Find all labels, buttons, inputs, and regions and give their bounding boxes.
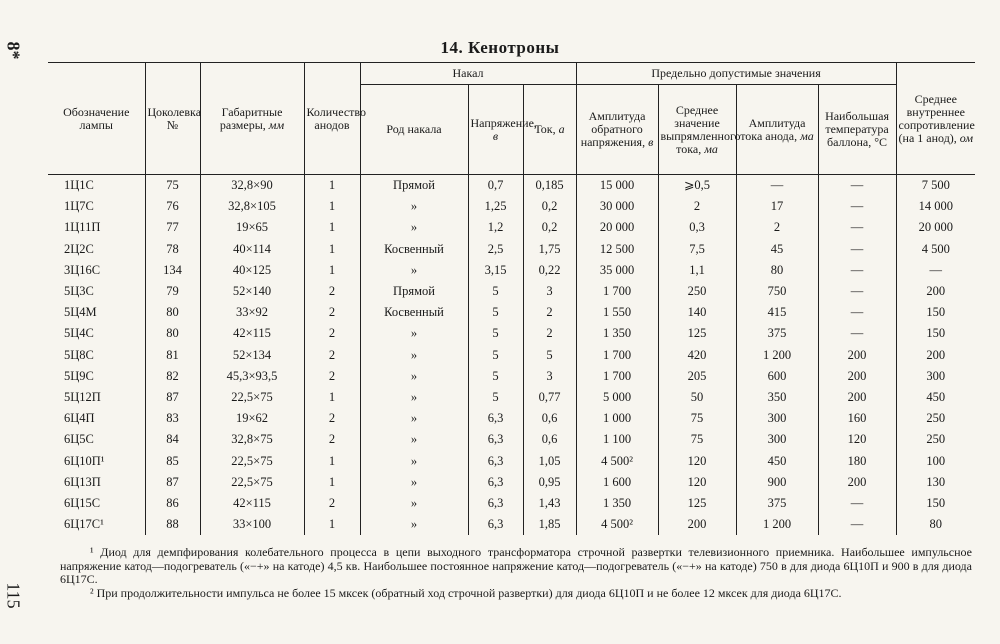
header-heater-voltage: Напряжение, в: [468, 85, 523, 175]
cell-ia: 1,1: [658, 260, 736, 281]
cell-anodes: 2: [304, 366, 360, 387]
cell-i: 0,22: [523, 260, 576, 281]
cell-t: —: [818, 281, 896, 302]
cell-vr: 1 600: [576, 472, 658, 493]
cell-i: 5: [523, 345, 576, 366]
cell-r: 150: [896, 493, 975, 514]
cell-kind: »: [360, 387, 468, 408]
cell-i: 0,6: [523, 429, 576, 450]
cell-v: 6,3: [468, 493, 523, 514]
cell-name: 6Ц10П¹: [48, 450, 145, 471]
cell-name: 6Ц13П: [48, 472, 145, 493]
header-reverse-voltage: Амплитуда обратного напряжения, в: [576, 85, 658, 175]
cell-kind: »: [360, 450, 468, 471]
cell-anodes: 1: [304, 472, 360, 493]
cell-base: 75: [145, 175, 200, 197]
header-limits-group: Предельно допустимые значения: [576, 63, 896, 85]
cell-t: —: [818, 217, 896, 238]
cell-vr: 1 100: [576, 429, 658, 450]
cell-v: 5: [468, 345, 523, 366]
cell-v: 3,15: [468, 260, 523, 281]
cell-v: 5: [468, 302, 523, 323]
cell-dim: 22,5×75: [200, 450, 304, 471]
cell-ia: 75: [658, 408, 736, 429]
cell-base: 80: [145, 302, 200, 323]
cell-iamp: 1 200: [736, 514, 818, 535]
cell-v: 6,3: [468, 408, 523, 429]
cell-dim: 52×140: [200, 281, 304, 302]
cell-r: 300: [896, 366, 975, 387]
cell-name: 2Ц2С: [48, 239, 145, 260]
cell-dim: 32,8×75: [200, 429, 304, 450]
cell-dim: 42×115: [200, 323, 304, 344]
cell-ia: 7,5: [658, 239, 736, 260]
cell-anodes: 2: [304, 345, 360, 366]
cell-name: 5Ц3С: [48, 281, 145, 302]
table-row: [48, 217, 975, 238]
cell-dim: 40×125: [200, 260, 304, 281]
cell-ia: 200: [658, 514, 736, 535]
cell-name: 5Ц12П: [48, 387, 145, 408]
cell-v: 1,2: [468, 217, 523, 238]
table-row: [48, 387, 975, 408]
cell-ia: 140: [658, 302, 736, 323]
cell-base: 134: [145, 260, 200, 281]
cell-anodes: 2: [304, 323, 360, 344]
cell-anodes: 2: [304, 302, 360, 323]
cell-ia: 250: [658, 281, 736, 302]
cell-t: —: [818, 260, 896, 281]
cell-kind: »: [360, 493, 468, 514]
cell-t: 200: [818, 345, 896, 366]
cell-v: 5: [468, 387, 523, 408]
cell-ia: 420: [658, 345, 736, 366]
cell-r: 450: [896, 387, 975, 408]
cell-vr: 12 500: [576, 239, 658, 260]
cell-v: 2,5: [468, 239, 523, 260]
cell-anodes: 1: [304, 239, 360, 260]
cell-iamp: 375: [736, 323, 818, 344]
cell-v: 6,3: [468, 472, 523, 493]
cell-ia: 75: [658, 429, 736, 450]
cell-name: 6Ц5С: [48, 429, 145, 450]
cell-i: 2: [523, 323, 576, 344]
table-row: [48, 281, 975, 302]
cell-i: 0,2: [523, 217, 576, 238]
header-avg-current: Среднее значение выпрямленного тока, ма: [658, 85, 736, 175]
cell-t: —: [818, 493, 896, 514]
cell-vr: 4 500²: [576, 450, 658, 471]
cell-name: 6Ц4П: [48, 408, 145, 429]
cell-v: 5: [468, 281, 523, 302]
header-base: Цоколевка №: [145, 63, 200, 175]
header-anode-current-amp: Амплитуда тока анода, ма: [736, 85, 818, 175]
cell-t: —: [818, 196, 896, 217]
table-row: [48, 175, 975, 197]
cell-t: 200: [818, 472, 896, 493]
cell-kind: »: [360, 366, 468, 387]
cell-i: 1,75: [523, 239, 576, 260]
table-row: [48, 366, 975, 387]
cell-ia: 205: [658, 366, 736, 387]
cell-vr: 4 500²: [576, 514, 658, 535]
cell-r: 130: [896, 472, 975, 493]
cell-dim: 22,5×75: [200, 472, 304, 493]
cell-kind: »: [360, 429, 468, 450]
cell-dim: 19×62: [200, 408, 304, 429]
cell-r: 4 500: [896, 239, 975, 260]
footnote-2: ² При продолжительности импульса не более 15 мксек (обратный ход строчной развертки) для диода 6Ц10П и не более 12 мксек для диода 6Ц17С.: [90, 585, 842, 600]
page-mark: 8*: [3, 41, 24, 60]
cell-r: —: [896, 260, 975, 281]
table-row: [48, 514, 975, 535]
cell-ia: ⩾0,5: [658, 175, 736, 197]
cell-i: 3: [523, 366, 576, 387]
cell-dim: 45,3×93,5: [200, 366, 304, 387]
cell-v: 6,3: [468, 429, 523, 450]
cell-dim: 42×115: [200, 493, 304, 514]
cell-kind: Косвенный: [360, 239, 468, 260]
cell-r: 14 000: [896, 196, 975, 217]
table-row: [48, 429, 975, 450]
cell-iamp: 415: [736, 302, 818, 323]
cell-anodes: 2: [304, 429, 360, 450]
cell-dim: 33×100: [200, 514, 304, 535]
cell-base: 79: [145, 281, 200, 302]
cell-base: 83: [145, 408, 200, 429]
cell-kind: »: [360, 196, 468, 217]
cell-r: 150: [896, 323, 975, 344]
cell-r: 100: [896, 450, 975, 471]
cell-ia: 0,3: [658, 217, 736, 238]
cell-base: 77: [145, 217, 200, 238]
cell-t: —: [818, 302, 896, 323]
cell-i: 1,43: [523, 493, 576, 514]
cell-iamp: 300: [736, 408, 818, 429]
cell-iamp: 2: [736, 217, 818, 238]
cell-t: —: [818, 323, 896, 344]
cell-name: 5Ц4М: [48, 302, 145, 323]
cell-v: 6,3: [468, 450, 523, 471]
cell-anodes: 2: [304, 408, 360, 429]
section-title: 14. Кенотроны: [440, 38, 560, 57]
cell-vr: 5 000: [576, 387, 658, 408]
cell-t: —: [818, 514, 896, 535]
cell-base: 86: [145, 493, 200, 514]
cell-base: 84: [145, 429, 200, 450]
cell-v: 5: [468, 323, 523, 344]
cell-anodes: 1: [304, 217, 360, 238]
cell-dim: 33×92: [200, 302, 304, 323]
cell-r: 150: [896, 302, 975, 323]
kenotron-table: [48, 62, 975, 530]
cell-base: 80: [145, 323, 200, 344]
footnotes: [60, 546, 972, 600]
cell-v: 5: [468, 366, 523, 387]
cell-vr: 20 000: [576, 217, 658, 238]
cell-name: 3Ц16С: [48, 260, 145, 281]
cell-kind: Косвенный: [360, 302, 468, 323]
cell-anodes: 1: [304, 514, 360, 535]
cell-kind: Прямой: [360, 175, 468, 197]
cell-vr: 15 000: [576, 175, 658, 197]
table-row: [48, 450, 975, 471]
cell-vr: 30 000: [576, 196, 658, 217]
table-row: [48, 302, 975, 323]
cell-anodes: 1: [304, 260, 360, 281]
cell-ia: 2: [658, 196, 736, 217]
cell-vr: 1 000: [576, 408, 658, 429]
cell-vr: 1 350: [576, 493, 658, 514]
table-row: [48, 345, 975, 366]
cell-t: 160: [818, 408, 896, 429]
cell-base: 87: [145, 387, 200, 408]
cell-kind: Прямой: [360, 281, 468, 302]
cell-dim: 32,8×90: [200, 175, 304, 197]
cell-r: 20 000: [896, 217, 975, 238]
page-number: 115: [3, 582, 24, 609]
cell-i: 1,05: [523, 450, 576, 471]
cell-kind: »: [360, 408, 468, 429]
table-row: [48, 196, 975, 217]
cell-t: 200: [818, 387, 896, 408]
cell-kind: »: [360, 514, 468, 535]
cell-iamp: 375: [736, 493, 818, 514]
cell-dim: 40×114: [200, 239, 304, 260]
cell-name: 6Ц15С: [48, 493, 145, 514]
cell-r: 200: [896, 281, 975, 302]
cell-dim: 52×134: [200, 345, 304, 366]
cell-r: 250: [896, 429, 975, 450]
cell-vr: 1 550: [576, 302, 658, 323]
cell-v: 0,7: [468, 175, 523, 197]
cell-t: —: [818, 239, 896, 260]
cell-name: 5Ц9С: [48, 366, 145, 387]
header-heater-group: Накал: [360, 63, 576, 85]
cell-name: 1Ц11П: [48, 217, 145, 238]
cell-vr: 35 000: [576, 260, 658, 281]
cell-name: 5Ц8С: [48, 345, 145, 366]
cell-vr: 1 350: [576, 323, 658, 344]
header-max-temp: Наибольшая температура баллона, °С: [818, 85, 896, 175]
cell-dim: 32,8×105: [200, 196, 304, 217]
cell-ia: 50: [658, 387, 736, 408]
cell-vr: 1 700: [576, 345, 658, 366]
cell-i: 0,185: [523, 175, 576, 197]
cell-i: 3: [523, 281, 576, 302]
cell-base: 78: [145, 239, 200, 260]
table-row: [48, 239, 975, 260]
cell-i: 0,6: [523, 408, 576, 429]
cell-kind: »: [360, 323, 468, 344]
table-row: [48, 493, 975, 514]
cell-v: 1,25: [468, 196, 523, 217]
cell-t: —: [818, 175, 896, 197]
cell-base: 82: [145, 366, 200, 387]
cell-iamp: 900: [736, 472, 818, 493]
cell-anodes: 2: [304, 493, 360, 514]
cell-name: 6Ц17С¹: [48, 514, 145, 535]
cell-iamp: 45: [736, 239, 818, 260]
cell-ia: 120: [658, 450, 736, 471]
footnote-1: ¹ Диод для демпфирования колебательного процесса в цепи выходного трансформатора строчной развертки телевизионного приемника. Наибольшее импульсное напряжение катод—подогреватель («−+» на катоде) 4,5 кв. Наибольшее постоянное напряжение катод—подогреватель («−+» на катоде) 750 в для диода 6Ц10П и 900 в для диода 6Ц17С.: [60, 545, 972, 586]
cell-i: 1,85: [523, 514, 576, 535]
cell-dim: 19×65: [200, 217, 304, 238]
cell-anodes: 1: [304, 387, 360, 408]
cell-base: 76: [145, 196, 200, 217]
cell-iamp: 600: [736, 366, 818, 387]
cell-i: 2: [523, 302, 576, 323]
cell-base: 85: [145, 450, 200, 471]
table-row: [48, 260, 975, 281]
cell-kind: »: [360, 345, 468, 366]
cell-kind: »: [360, 472, 468, 493]
cell-i: 0,95: [523, 472, 576, 493]
cell-r: 80: [896, 514, 975, 535]
cell-name: 5Ц4С: [48, 323, 145, 344]
cell-t: 180: [818, 450, 896, 471]
cell-i: 0,77: [523, 387, 576, 408]
cell-name: 1Ц7С: [48, 196, 145, 217]
cell-vr: 1 700: [576, 366, 658, 387]
cell-iamp: 1 200: [736, 345, 818, 366]
header-dimensions: Габаритные размеры, мм: [200, 63, 304, 175]
cell-anodes: 2: [304, 281, 360, 302]
cell-ia: 120: [658, 472, 736, 493]
cell-base: 81: [145, 345, 200, 366]
cell-iamp: 80: [736, 260, 818, 281]
cell-kind: »: [360, 217, 468, 238]
cell-dim: 22,5×75: [200, 387, 304, 408]
header-heater-current: Ток, а: [523, 85, 576, 175]
cell-anodes: 1: [304, 450, 360, 471]
table-row: [48, 408, 975, 429]
cell-name: 1Ц1С: [48, 175, 145, 197]
table-row: [48, 323, 975, 344]
cell-iamp: —: [736, 175, 818, 197]
header-heater-kind: Род накала: [360, 85, 468, 175]
cell-anodes: 1: [304, 175, 360, 197]
header-designation: Обозначение лампы: [48, 63, 145, 175]
cell-kind: »: [360, 260, 468, 281]
cell-r: 7 500: [896, 175, 975, 197]
cell-iamp: 450: [736, 450, 818, 471]
cell-base: 87: [145, 472, 200, 493]
header-anode-count: Количество анодов: [304, 63, 360, 175]
cell-iamp: 350: [736, 387, 818, 408]
table-row: [48, 472, 975, 493]
cell-t: 120: [818, 429, 896, 450]
header-internal-resistance: Среднее внутреннее сопротивление (на 1 анод), ом: [896, 63, 975, 175]
cell-base: 88: [145, 514, 200, 535]
cell-t: 200: [818, 366, 896, 387]
cell-iamp: 300: [736, 429, 818, 450]
cell-v: 6,3: [468, 514, 523, 535]
cell-iamp: 17: [736, 196, 818, 217]
cell-r: 250: [896, 408, 975, 429]
cell-iamp: 750: [736, 281, 818, 302]
cell-ia: 125: [658, 323, 736, 344]
cell-r: 200: [896, 345, 975, 366]
cell-anodes: 1: [304, 196, 360, 217]
cell-ia: 125: [658, 493, 736, 514]
cell-vr: 1 700: [576, 281, 658, 302]
cell-i: 0,2: [523, 196, 576, 217]
